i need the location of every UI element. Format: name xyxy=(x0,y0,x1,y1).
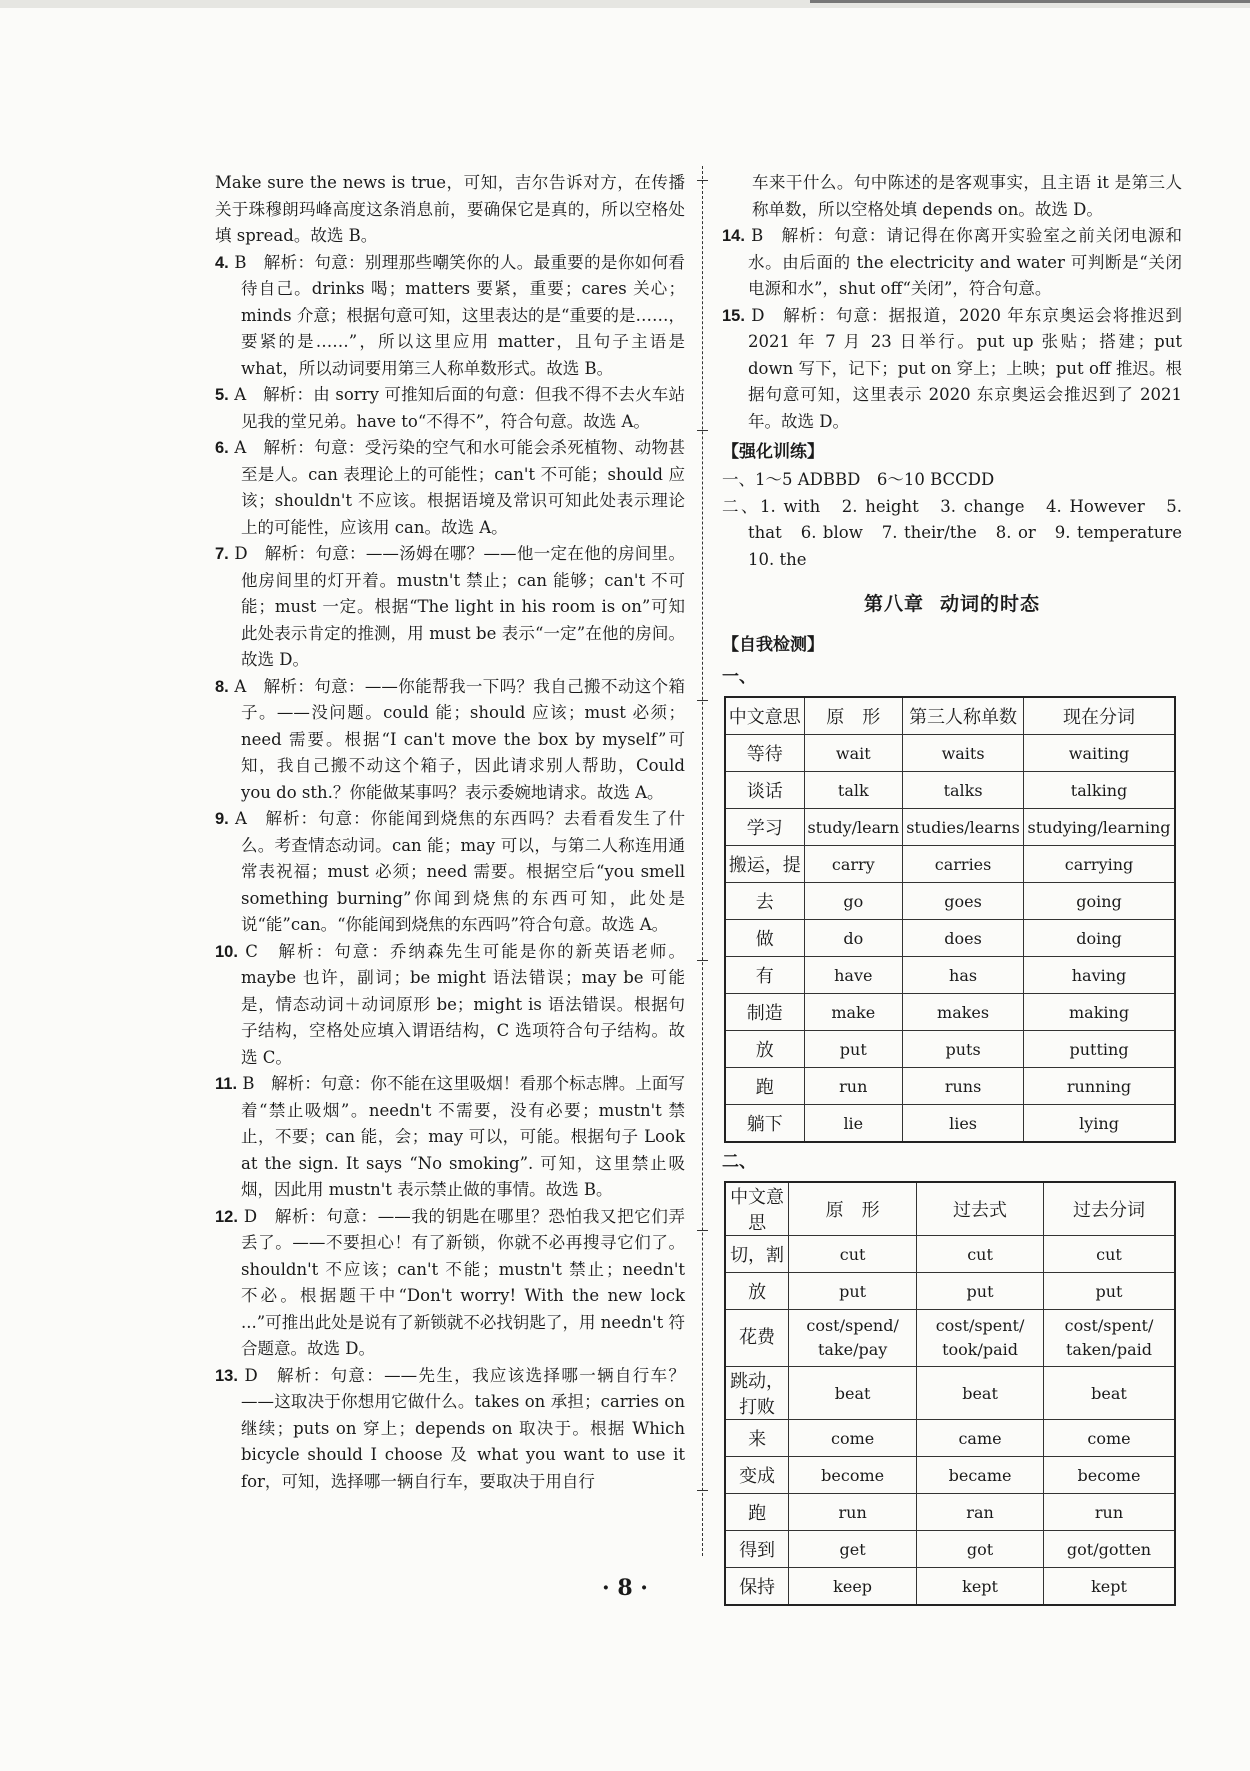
table-cell: put xyxy=(804,1031,903,1068)
divider-tick xyxy=(697,180,708,181)
table-cell: does xyxy=(903,920,1024,957)
table-cell: put xyxy=(1043,1273,1175,1310)
table-row xyxy=(725,1236,1175,1273)
section-strengthen-title: 【强化训练】 xyxy=(722,442,824,462)
table2-label: 二、 xyxy=(722,1152,756,1172)
table-cell: became xyxy=(917,1457,1044,1494)
answer-item: 12. D 解析：句意：——我的钥匙在哪里？恐怕我又把它们弄丢了。——不要担心！有了新锁，你就不必再搜寻它们了。shouldn't 不应该；can't 不能；mustn't 禁止；needn't 不必。根据题干中“Don't worry! With the new lock ...”可推出此处是说有了新锁就不必找钥匙了，用 needn't 符合题意。故选 D。 xyxy=(215,1206,685,1358)
table-cell: have xyxy=(804,957,903,994)
table-cell: having xyxy=(1024,957,1175,994)
table-row xyxy=(725,1367,1175,1420)
table-row xyxy=(725,1273,1175,1310)
table-cell: makes xyxy=(903,994,1024,1031)
table-cell: 跑 xyxy=(725,1068,804,1105)
strengthen-answers-1: 一、1～5 ADBBD 6～10 BCCDD xyxy=(722,470,995,489)
table-header-row xyxy=(725,1182,1175,1236)
answer-item: 4. B 解析：句意：别理那些嘲笑你的人。最重要的是你如何看待自己。drinks 喝；matters 要紧，重要；cares 关心；minds 介意；根据句意可知，这里表达的是“重要的是……，要紧的是……”，所以这里应用 matter，且句子主语是 what，所以动词要用第三人称单数形式。故选 B。 xyxy=(215,252,685,378)
table-cell: 去 xyxy=(725,883,804,920)
section-selfcheck-title: 【自我检测】 xyxy=(722,635,824,655)
table-cell: run xyxy=(1043,1494,1175,1531)
scan-line xyxy=(810,0,1250,3)
table-cell: going xyxy=(1024,883,1175,920)
table-cell: cost/spent/ took/paid xyxy=(917,1310,1044,1367)
divider-tick xyxy=(697,430,708,431)
table-cell: 躺下 xyxy=(725,1105,804,1143)
table-cell: lie xyxy=(804,1105,903,1143)
table-row xyxy=(725,809,1175,846)
answer-item: Make sure the news is true，可知，吉尔告诉对方，在传播关于珠穆朗玛峰高度这条消息前，要确保它是真的，所以空格处填 spread。故选 B。 xyxy=(215,173,685,245)
chapter-number: 第八章 xyxy=(863,593,924,615)
table-cell: put xyxy=(789,1273,917,1310)
verb-forms-table-past xyxy=(724,1181,1176,1606)
table-cell: running xyxy=(1024,1068,1175,1105)
header-cell: 原 形 xyxy=(789,1182,917,1236)
chapter-heading xyxy=(722,589,1182,616)
table-cell: beat xyxy=(789,1367,917,1420)
table-cell: beat xyxy=(917,1367,1044,1420)
table-header-row xyxy=(725,697,1175,735)
table-cell: 变成 xyxy=(725,1457,789,1494)
table-cell: carry xyxy=(804,846,903,883)
table-row xyxy=(725,1457,1175,1494)
table-cell: kept xyxy=(1043,1568,1175,1606)
table-cell: ran xyxy=(917,1494,1044,1531)
table-cell: get xyxy=(789,1531,917,1568)
table-cell: waits xyxy=(903,735,1024,772)
table-cell: beat xyxy=(1043,1367,1175,1420)
table-cell: 跑 xyxy=(725,1494,789,1531)
answer-item: 14. B 解析：句意：请记得在你离开实验室之前关闭电源和水。由后面的 the electricity and water 可判断是“关闭电源和水”，shut off“关闭”，符合句意。 xyxy=(722,226,1182,298)
table-cell: 制造 xyxy=(725,994,804,1031)
header-cell: 中文意思 xyxy=(725,697,804,735)
table-cell: puts xyxy=(903,1031,1024,1068)
column-divider xyxy=(702,166,703,1556)
table-cell: become xyxy=(1043,1457,1175,1494)
table-cell: run xyxy=(789,1494,917,1531)
table-cell: cut xyxy=(789,1236,917,1273)
divider-tick xyxy=(697,960,708,961)
table-cell: talk xyxy=(804,772,903,809)
table-row xyxy=(725,1420,1175,1457)
table1-label: 一、 xyxy=(722,667,756,687)
table-cell: putting xyxy=(1024,1031,1175,1068)
answer-item: 11. B 解析：句意：你不能在这里吸烟！看那个标志牌。上面写着“禁止吸烟”。needn't 不需要，没有必要；mustn't 禁止，不要；can 能，会；may 可以，可能。根据句子 Look at the sign. It says “No smoking”. 可知，这里禁止吸烟，因此用 mustn't 表示禁止做的事情。故选 B。 xyxy=(215,1074,685,1199)
table-row xyxy=(725,883,1175,920)
table-row xyxy=(725,1105,1175,1143)
strengthen-answers-2: 二、1. with 2. height 3. change 4. However 5. that 6. blow 7. their/the 8. or 9. temperature 10. the xyxy=(722,496,1199,569)
table-cell: 等待 xyxy=(725,735,804,772)
table-cell: 做 xyxy=(725,920,804,957)
chapter-title: 动词的时态 xyxy=(940,593,1041,615)
table-cell: put xyxy=(917,1273,1044,1310)
table-row xyxy=(725,1531,1175,1568)
divider-tick xyxy=(697,1490,708,1491)
table-cell: kept xyxy=(917,1568,1044,1606)
table-cell: cost/spent/ taken/paid xyxy=(1043,1310,1175,1367)
table-cell: carrying xyxy=(1024,846,1175,883)
table-row xyxy=(725,994,1175,1031)
table-cell: studies/learns xyxy=(903,809,1024,846)
table-row xyxy=(725,1068,1175,1105)
answer-item: 7. D 解析：句意：——汤姆在哪？——他一定在他的房间里。他房间里的灯开着。mustn't 禁止；can 能够；can't 不可能；must 一定。根据“The light in his room is on”可知此处表示肯定的推测，用 must be 表示“一定”在他的房间。故选 D。 xyxy=(215,544,686,669)
table-cell: 切，割 xyxy=(725,1236,789,1273)
table-row xyxy=(725,735,1175,772)
header-cell: 原 形 xyxy=(804,697,903,735)
table-cell: do xyxy=(804,920,903,957)
header-cell: 过去式 xyxy=(917,1182,1044,1236)
answer-item: 8. A 解析：句意：——你能帮我一下吗？我自己搬不动这个箱子。——没问题。could 能；should 应该；must 必须；need 需要。根据“I can't move the box by myself”可知，我自己搬不动这个箱子，因此请求别人帮助，Could you do sth.？你能做某事吗？表示委婉地请求。故选 A。 xyxy=(215,676,685,802)
header-cell: 中文意思 xyxy=(725,1182,789,1236)
table-row xyxy=(725,846,1175,883)
table-row xyxy=(725,957,1175,994)
table-cell: 有 xyxy=(725,957,804,994)
table-cell: cut xyxy=(917,1236,1044,1273)
table-cell: 搬运，提 xyxy=(725,846,804,883)
answer-item: 6. A 解析：句意：受污染的空气和水可能会杀死植物、动物甚至是人。can 表理论上的可能性；can't 不可能；should 应该；shouldn't 不应该。根据语境及常识可知此处表示理论上的可能性，应该用 can。故选 A。 xyxy=(215,438,685,537)
answer-item: 13. D 解析：句意：——先生，我应该选择哪一辆自行车？——这取决于你想用它做什么。takes on 承担；carries on 继续；puts on 穿上；depends on 取决于。根据 Which bicycle should I choose 及 what you want to use it for，可知，选择哪一辆自行车，要取决于用自行 xyxy=(215,1365,685,1491)
table-cell: came xyxy=(917,1420,1044,1457)
table-cell: become xyxy=(789,1457,917,1494)
table-cell: has xyxy=(903,957,1024,994)
table-cell: wait xyxy=(804,735,903,772)
table-cell: 放 xyxy=(725,1031,804,1068)
table-cell: 得到 xyxy=(725,1531,789,1568)
answer-item: 9. A 解析：句意：你能闻到烧焦的东西吗？去看看发生了什么。考查情态动词。can 能；may 可以，与第二人称连用通常表祝福；must 必须；need 需要。根据空后“you smell something burning”你闻到烧焦的东西可知，此处是说“能”can。“你能闻到烧焦的东西吗”符合句意。故选 A。 xyxy=(215,809,686,934)
table-cell: come xyxy=(1043,1420,1175,1457)
right-column xyxy=(722,170,1199,1606)
table-row xyxy=(725,1310,1175,1367)
table-cell: talking xyxy=(1024,772,1175,809)
table-cell: keep xyxy=(789,1568,917,1606)
table-cell: 保持 xyxy=(725,1568,789,1606)
table-cell: cost/spend/ take/pay xyxy=(789,1310,917,1367)
answer-item: 10. C 解析：句意：乔纳森先生可能是你的新英语老师。maybe 也许，副词；be might 语法错误；may be 可能是，情态动词＋动词原形 be；might is 语法错误。根据句子结构，空格处应填入谓语结构，C 选项符合句子结构。故选 C。 xyxy=(215,941,686,1067)
table-cell: make xyxy=(804,994,903,1031)
header-cell: 第三人称单数 xyxy=(903,697,1024,735)
divider-tick xyxy=(697,1230,708,1231)
table-cell: 放 xyxy=(725,1273,789,1310)
table-cell: making xyxy=(1024,994,1175,1031)
table-cell: got/gotten xyxy=(1043,1531,1175,1568)
table-cell: runs xyxy=(903,1068,1024,1105)
table-cell: 谈话 xyxy=(725,772,804,809)
verb-forms-table-present xyxy=(724,696,1176,1143)
table-cell: 跳动，打败 xyxy=(725,1367,789,1420)
table-cell: goes xyxy=(903,883,1024,920)
answer-item: 15. D 解析：句意：据报道，2020 年东京奥运会将推迟到 2021 年 7 月 23 日举行。put up 张贴；搭建；put down 写下，记下；put on 穿上；上映；put off 推迟。根据句意可知，这里表示 2020 东京奥运会推迟到了 2021 年。故选 D。 xyxy=(722,305,1182,431)
table-cell: go xyxy=(804,883,903,920)
table-cell: 学习 xyxy=(725,809,804,846)
table-cell: studying/learning xyxy=(1024,809,1175,846)
header-cell: 过去分词 xyxy=(1043,1182,1175,1236)
table-row xyxy=(725,1494,1175,1531)
page-number: · 8 · xyxy=(602,1575,648,1601)
left-column xyxy=(215,170,685,1495)
divider-tick xyxy=(697,700,708,701)
table-cell: waiting xyxy=(1024,735,1175,772)
table-cell: 花费 xyxy=(725,1310,789,1367)
table-row xyxy=(725,772,1175,809)
answer-item: 车来干什么。句中陈述的是客观事实，且主语 it 是第三人称单数，所以空格处填 depends on。故选 D。 xyxy=(752,173,1182,219)
table-cell: run xyxy=(804,1068,903,1105)
table-cell: come xyxy=(789,1420,917,1457)
table-cell: got xyxy=(917,1531,1044,1568)
table-cell: lying xyxy=(1024,1105,1175,1143)
table-row xyxy=(725,1031,1175,1068)
table-cell: cut xyxy=(1043,1236,1175,1273)
table-row xyxy=(725,920,1175,957)
table-cell: carries xyxy=(903,846,1024,883)
table-cell: lies xyxy=(903,1105,1024,1143)
table-cell: 来 xyxy=(725,1420,789,1457)
header-cell: 现在分词 xyxy=(1024,697,1175,735)
answer-item: 5. A 解析：由 sorry 可推知后面的句意：但我不得不去火车站见我的堂兄弟。have to“不得不”，符合句意。故选 A。 xyxy=(215,385,686,431)
table-cell: talks xyxy=(903,772,1024,809)
table-cell: study/learn xyxy=(804,809,903,846)
table-cell: doing xyxy=(1024,920,1175,957)
